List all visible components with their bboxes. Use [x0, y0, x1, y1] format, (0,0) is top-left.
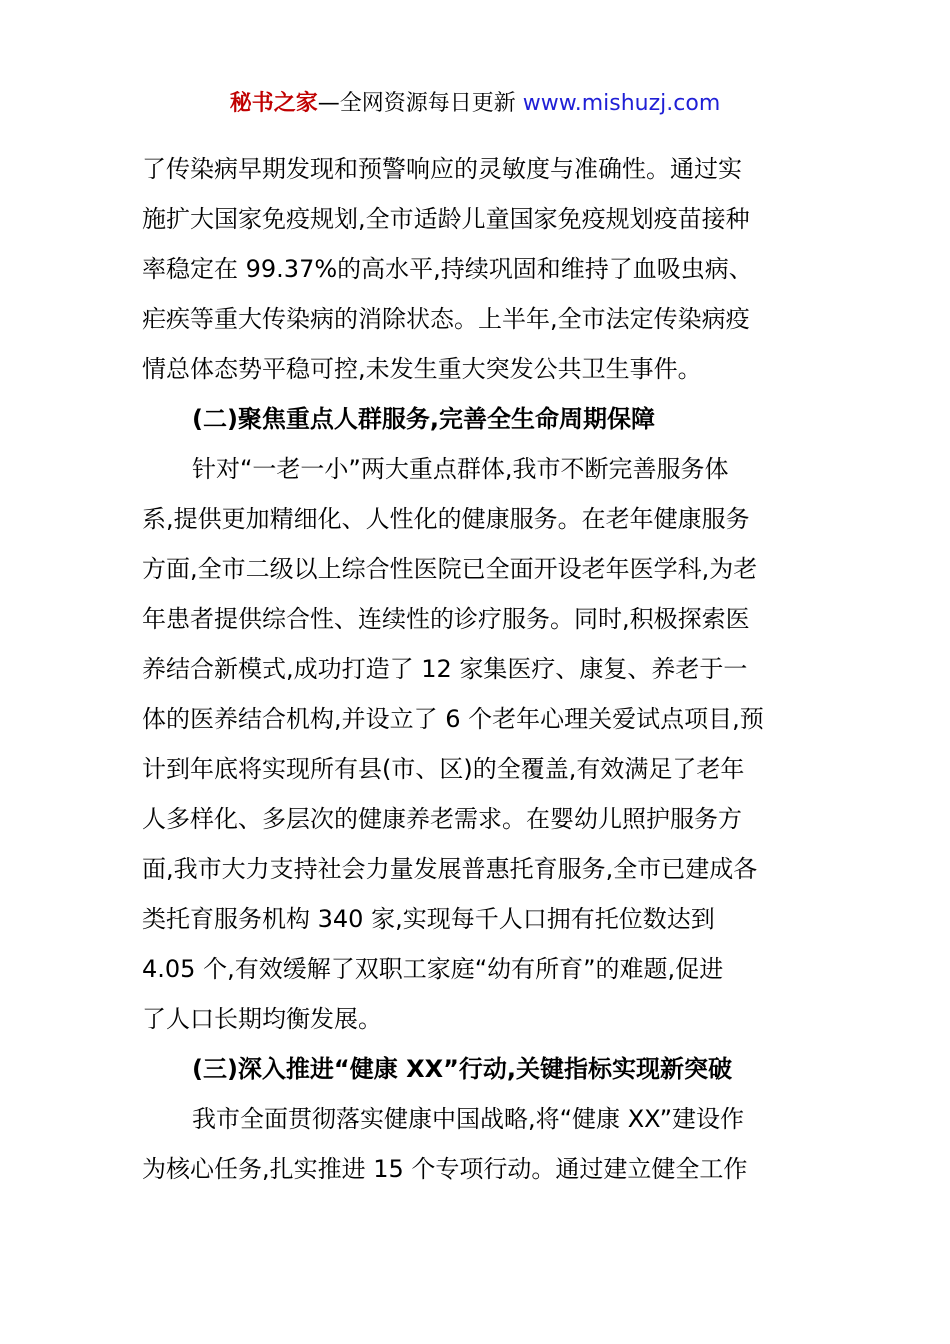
text-line: 了传染病早期发现和预警响应的灵敏度与准确性。通过实 [142, 155, 742, 183]
text-line: 面,我市大力支持社会力量发展普惠托育服务,全市已建成各 [142, 855, 758, 883]
text-line: 为核心任务,扎实推进 15 个专项行动。通过建立健全工作 [142, 1155, 748, 1183]
text-line: 年患者提供综合性、连续性的诊疗服务。同时,积极探索医 [142, 605, 750, 633]
section-heading-2: (二)聚焦重点人群服务,完善全生命周期保障 [192, 405, 656, 433]
text-line: 率稳定在 99.37%的高水平,持续巩固和维持了血吸虫病、 [142, 255, 753, 283]
text-line: 类托育服务机构 340 家,实现每千人口拥有托位数达到 [142, 905, 715, 933]
text-line: 系,提供更加精细化、人性化的健康服务。在老年健康服务 [142, 505, 750, 533]
section-heading-3: (三)深入推进“健康 XX”行动,关键指标实现新突破 [192, 1055, 732, 1083]
site-url-link[interactable]: www.mishuzj.com [522, 91, 721, 116]
text-line: 方面,全市二级以上综合性医院已全面开设老年医学科,为老 [142, 555, 758, 583]
text-line: 体的医养结合机构,并设立了 6 个老年心理关爱试点项目,预 [142, 705, 764, 733]
site-header [0, 88, 950, 120]
document-body [142, 144, 812, 1194]
text-line: 我市全面贯彻落实健康中国战略,将“健康 XX”建设作 [192, 1105, 745, 1133]
text-line: 人多样化、多层次的健康养老需求。在婴幼儿照护服务方 [142, 805, 742, 833]
text-line: 了人口长期均衡发展。 [142, 1005, 382, 1033]
text-line: 养结合新模式,成功打造了 12 家集医疗、康复、养老于一 [142, 655, 748, 683]
text-line: 疟疾等重大传染病的消除状态。上半年,全市法定传染病疫 [142, 305, 750, 333]
text-line: 4.05 个,有效缓解了双职工家庭“幼有所育”的难题,促进 [142, 955, 724, 983]
text-line: 计到年底将实现所有县(市、区)的全覆盖,有效满足了老年 [142, 755, 745, 783]
header-tagline: —全网资源每日更新 [317, 91, 523, 116]
brand-name: 秘书之家 [229, 91, 318, 116]
text-line: 施扩大国家免疫规划,全市适龄儿童国家免疫规划疫苗接种 [142, 205, 750, 233]
text-line: 针对“一老一小”两大重点群体,我市不断完善服务体 [192, 455, 729, 483]
text-line: 情总体态势平稳可控,未发生重大突发公共卫生事件。 [142, 355, 702, 383]
